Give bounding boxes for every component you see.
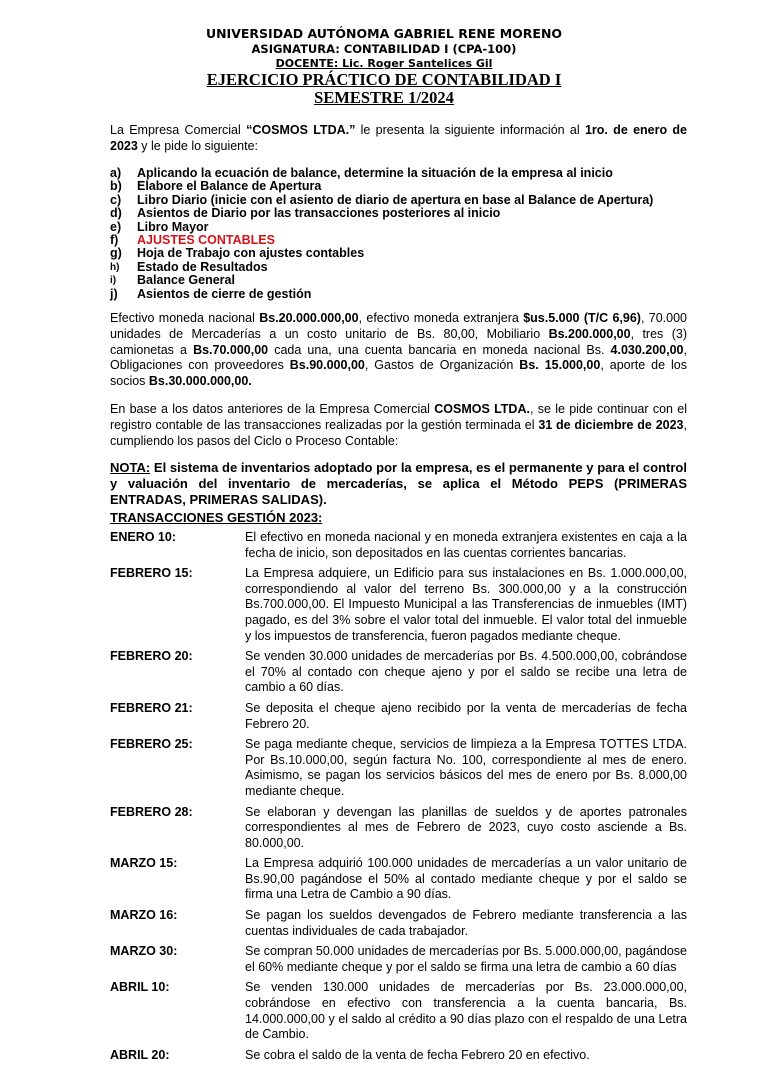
transaction-row [110,805,687,852]
list-item [110,207,710,220]
step-letter: a) [110,166,122,180]
data-amount: 4.030.200,00 [610,342,684,357]
step-text: Libro Diario (inicie con el asiento de diario de apertura en base al Balance de Apertura) [137,192,654,207]
data-text: , Gastos de Organización [364,358,520,373]
transaction-row [110,908,687,939]
continue-paragraph [110,402,687,449]
transaction-date: MARZO 15: [110,856,178,871]
note-block [110,460,687,508]
transaction-row [110,566,687,644]
list-item [110,194,710,207]
step-text: Estado de Resultados [137,259,268,274]
semester-line: SEMESTRE 1/2024 [314,88,454,107]
data-text: , aporte de los socios [110,358,687,389]
transactions-title: TRANSACCIONES GESTIÓN 2023: [110,510,323,525]
transaction-text: Se pagan los sueldos devengados de Febrero mediante transferencia a las cuentas individuales de cada trabajador. [245,908,687,938]
university-name: UNIVERSIDAD AUTÓNOMA GABRIEL RENE MORENO [205,26,563,41]
data-amount: $us.5.000 (T/C 6,96) [523,311,641,325]
step-text: Asientos de cierre de gestión [137,286,312,301]
data-amount: Bs.200.000,00 [548,326,631,341]
step-letter: h) [110,261,120,273]
intro-company: “COSMOS LTDA.” [246,123,356,137]
list-item [110,167,710,180]
step-text: Aplicando la ecuación de balance, determine la situación de la empresa al inicio [137,166,613,180]
intro-paragraph [110,123,687,155]
transaction-text: Se deposita el cheque ajeno recibido por la venta de mercaderías de fecha Febrero 20. [245,700,687,731]
transaction-text: Se venden 30.000 unidades de mercaderías por Bs. 4.500.000,00, cobrándose el 70% al contado con cheque ajeno y por el saldo se recibe una letra de cambio a 60 días. [245,649,687,695]
transaction-date: FEBRERO 15: [110,566,193,581]
step-letter: g) [110,246,122,261]
transaction-text: Se cobra el saldo de la venta de fecha Febrero 20 en efectivo. [245,1047,590,1062]
step-text-highlighted: AJUSTES CONTABLES [137,233,275,248]
data-text: , efectivo moneda extranjera [358,311,524,325]
continue-text: , se le pide continuar con el registro contable de las transacciones realizadas por la gestión terminada el [110,402,687,432]
note-label: NOTA: [110,460,151,475]
continue-text: , cumpliendo los pasos del Ciclo o Proceso Contable: [110,417,687,448]
transaction-date: ABRIL 10: [110,980,170,995]
transaction-row [110,649,687,696]
data-amount: Bs. 15.000,00 [519,358,601,373]
transaction-date: ENERO 10: [110,530,176,544]
transaction-date: FEBRERO 21: [110,700,193,715]
step-text: Balance General [137,273,235,288]
step-text: Libro Mayor [137,219,209,234]
list-item [110,234,710,247]
list-item [110,221,710,234]
transaction-text: Se venden 130.000 unidades de mercaderías por Bs. 23.000.000,00, cobrándose en efectivo con transferencia a la cuenta bancaria, Bs. 14.000.000,00 y el saldo al crédito a 90 días plazo con el respaldo de una Letra de Cambio. [245,980,687,1042]
step-letter: d) [110,206,122,221]
transaction-text: Se elaboran y devengan las planillas de sueldos y de aportes patronales correspondientes al mes de Febrero de 2023, cuyo costo asciende a Bs. 80.000,00. [245,804,687,850]
data-text: Efectivo moneda nacional [110,311,260,325]
data-amount: Bs.70.000,00 [193,342,269,357]
transaction-date: MARZO 30: [110,944,178,959]
transaction-row [110,701,687,732]
transaction-text: El efectivo en moneda nacional y en moneda extranjera existentes en caja a la fecha de inicio, son depositados en las cuentas corrientes bancarias. [245,530,687,560]
data-text: , 70.000 unidades de Mercaderías a un costo unitario de Bs. 80,00, Mobiliario [110,311,687,341]
intro-text-1: La Empresa Comercial [110,123,247,137]
transaction-row [110,530,687,561]
step-letter: i) [110,275,117,287]
transaction-date: FEBRERO 25: [110,737,193,752]
transaction-date: FEBRERO 20: [110,649,193,664]
step-text: Hoja de Trabajo con ajustes contables [137,246,365,261]
transaction-text: La Empresa adquirió 100.000 unidades de mercaderías a un valor unitario de Bs.90,00 pagándose el 50% al contado mediante cheque y por el saldo se firma una Letra de Cambio a 90 días. [245,856,687,902]
step-letter: j) [110,286,118,301]
transaction-row [110,737,687,799]
data-amount: Bs.30.000.000,00. [148,374,252,389]
transaction-text: Se compran 50.000 unidades de mercaderías por Bs. 5.000.000,00, pagándose el 60% mediante cheque y por el saldo se firma una letra de cambio a 60 días [245,944,687,974]
transaction-date: ABRIL 20: [110,1047,170,1062]
transaction-text: La Empresa adquiere, un Edificio para sus instalaciones en Bs. 1.000.000,00, correspondiendo al valor del terreno Bs. 300.000,00 y a la construcción Bs.700.000,00. El Impuesto Municipal a las Transferencias de inmuebles (IMT) pagado, es del 3% sobre el valor total del inmueble. El valor total del inmueble y los impuestos de transferencia, fueron pagados mediante cheque. [245,566,687,643]
list-item [110,247,710,260]
transaction-date: MARZO 16: [110,908,178,923]
intro-text-3: y le pide lo siguiente: [137,138,259,153]
data-text: , Obligaciones con proveedores [110,342,687,373]
transaction-date: FEBRERO 28: [110,804,193,819]
step-letter: c) [110,192,122,207]
note-text: El sistema de inventarios adoptado por la empresa, es el permanente y para el control y valuación del inventario de mercaderías, se aplica el Método PEPS (PRIMERAS ENTRADAS, PRIMERAS SALIDAS). [110,460,687,507]
continue-text: En base a los datos anteriores de la Empresa Comercial [110,402,435,416]
steps-list [110,167,710,301]
data-text: cada una, una cuenta bancaria en moneda nacional Bs. [268,342,611,357]
step-letter: f) [110,233,119,248]
transactions-list [110,530,687,1068]
transaction-row [110,1048,687,1064]
transaction-text: Se paga mediante cheque, servicios de limpieza a la Empresa TOTTES LTDA. Por Bs.10.000,00, según factura No. 100, correspondiente al mes de enero. Asimismo, se pagan los servicios básicos del mes de enero por Bs. 8.000,00 mediante cheque. [245,737,687,798]
continue-date: 31 de diciembre de 2023 [538,417,684,432]
teacher-line: DOCENTE: Lic. Roger Santelices Gil [275,57,493,70]
data-text: , tres (3) camionetas a [110,326,687,357]
document-title: EJERCICIO PRÁCTICO DE CONTABILIDAD I [206,70,562,89]
transaction-row [110,980,687,1042]
subject-line: ASIGNATURA: CONTABILIDAD I (CPA-100) [251,42,517,56]
transaction-row [110,856,687,903]
list-item [110,288,710,301]
intro-text-2: le presenta la siguiente información al [355,123,585,137]
step-text: Elabore el Balance de Apertura [137,179,322,194]
transaction-row [110,944,687,975]
list-item [110,274,710,287]
step-letter: e) [110,219,122,234]
initial-data-paragraph [110,311,687,390]
data-amount: Bs.20.000.000,00 [259,311,359,325]
intro-date: 1ro. de enero de 2023 [110,123,688,153]
step-letter: b) [110,179,122,194]
data-amount: Bs.90.000,00 [289,358,365,373]
step-text: Asientos de Diario por las transacciones posteriores al inicio [137,206,501,221]
continue-company: COSMOS LTDA. [434,402,530,416]
list-item [110,180,710,193]
list-item [110,261,710,274]
